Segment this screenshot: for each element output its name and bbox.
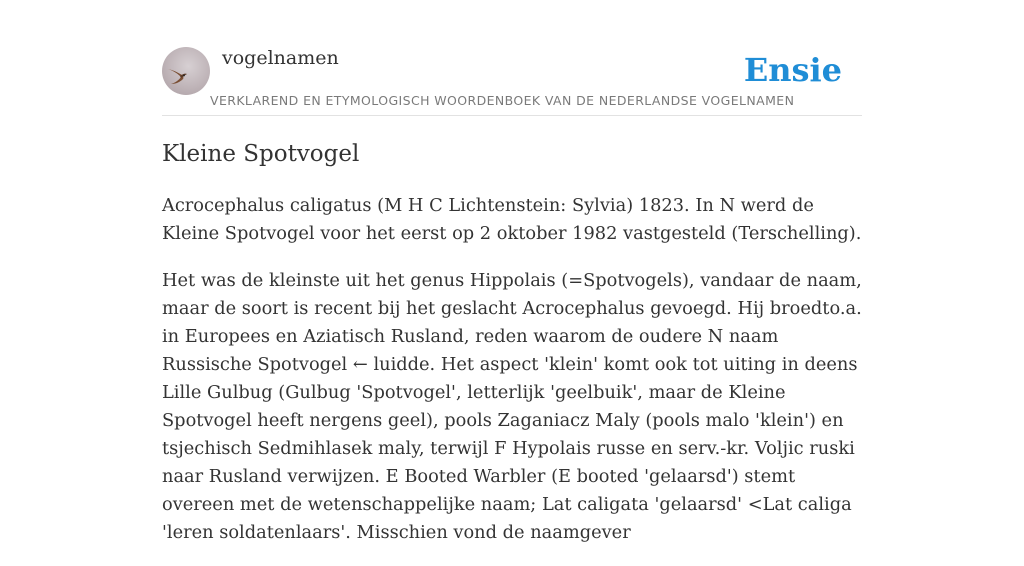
brand-logo[interactable]: Ensie bbox=[743, 51, 842, 89]
entry-body bbox=[162, 192, 862, 566]
dictionary-avatar[interactable] bbox=[162, 47, 210, 95]
entry-title: Kleine Spotvogel bbox=[162, 141, 360, 167]
dictionary-subtitle: VERKLAREND EN ETYMOLOGISCH WOORDENBOEK VAN DE NEDERLANDSE VOGELNAMEN bbox=[210, 93, 795, 108]
bird-photo-icon bbox=[162, 47, 210, 95]
entry-paragraph: Het was de kleinste uit het genus Hippolais (=Spotvogels), vandaar de naam, maar de soort is recent bij het geslacht Acrocephalus gevoegd. Hij broedto.a. in Europees en Aziatisch Rusland, reden waarom de oudere N naam Russische Spotvogel ← luidde. Het aspect 'klein' komt ook tot uiting in deens Lille Gulbug (Gulbug 'Spotvogel', letterlijk 'geelbuik', maar de Kleine Spotvogel heeft nergens geel), pools Zaganiacz Maly (pools malo 'klein') en tsjechisch Sedmihlasek maly, terwijl F Hypolais russe en serv.-kr. Voljic ruski naar Rusland verwijzen. E Booted Warbler (E booted 'gelaarsd') stemt overeen met de wetenschappelijke naam; Lat caligata 'gelaarsd' <Lat caliga 'leren soldatenlaars'. Misschien vond de naamgever bbox=[162, 270, 862, 543]
entry-paragraph: Acrocephalus caligatus (M H C Lichtenstein: Sylvia) 1823. In N werd de Kleine Spotvogel voor het eerst op 2 oktober 1982 vastgesteld (Terschelling). bbox=[162, 195, 862, 244]
page-container bbox=[162, 0, 862, 543]
dictionary-header bbox=[162, 0, 862, 116]
dictionary-name-link[interactable]: vogelnamen bbox=[222, 47, 339, 69]
